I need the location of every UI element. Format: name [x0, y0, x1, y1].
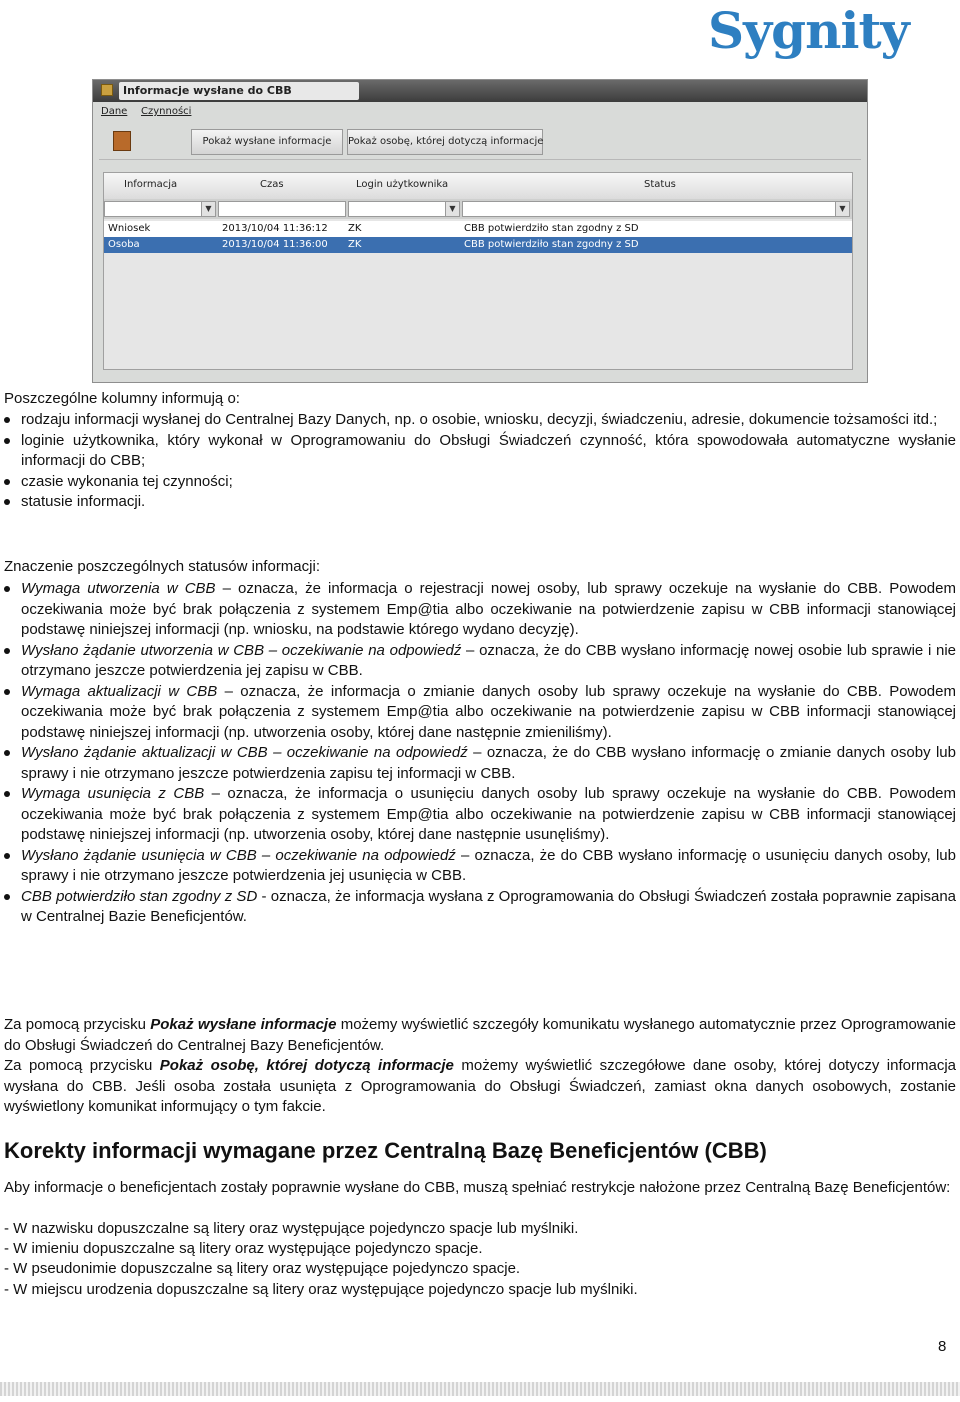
status-term: CBB potwierdziło stan zgodny z SD [21, 887, 258, 905]
col-czas[interactable]: Czas [260, 179, 284, 190]
window-icon [101, 84, 113, 96]
chevron-down-icon[interactable]: ▼ [445, 202, 459, 216]
filter-informacja[interactable] [104, 201, 216, 217]
bullet-icon [4, 894, 10, 900]
col-status[interactable]: Status [644, 179, 676, 190]
cell-login: ZK [348, 223, 362, 234]
bullet-icon [4, 648, 10, 654]
button-name: Pokaż osobę, której dotyczą informacje [159, 1057, 454, 1074]
bullet-icon [4, 750, 10, 756]
restriction-line: - W imieniu dopuszczalne są litery oraz występujące pojedynczo spacje. [4, 1240, 483, 1257]
chevron-down-icon[interactable]: ▼ [201, 202, 215, 216]
window-title: Informacje wysłane do CBB [119, 82, 359, 100]
columns-intro: Poszczególne kolumny informują o: [4, 390, 240, 407]
paragraph-prefix: Za pomocą przycisku [4, 1016, 151, 1033]
cell-time: 2013/10/04 11:36:00 [222, 239, 328, 250]
table-header [104, 173, 852, 200]
filter-status[interactable] [462, 201, 850, 217]
show-person-paragraph [4, 1056, 956, 1118]
section-heading: Korekty informacji wymagane przez Centralną Bazę Beneficjentów (CBB) [4, 1138, 767, 1163]
col-informacja[interactable]: Informacja [124, 179, 178, 190]
status-description: - oznacza, że informacja wysłana z Oprogramowania do Obsługi Świadczeń została poprawnie zapisana w Centralnej Bazie Beneficjentów. [21, 887, 956, 925]
bullet-icon [4, 438, 10, 444]
bullet-icon [4, 417, 10, 423]
status-description: – oznacza, że informacja o usunięciu danych osoby lub sprawy oczekuje na wysłanie do CBB. Powodem oczekiwania może być brak połączenia z systemem Emp@tia albo oczekiwanie na potwierdzenie zapisu w CBB informacji stanowiącej podstawę niniejszej informacji (np. utworzenia osoby, której dane następnie usunęliśmy). [21, 785, 956, 843]
page-number: 8 [938, 1338, 947, 1355]
list-item [0, 410, 956, 431]
cell-status: CBB potwierdziło stan zgodny z SD [464, 223, 639, 234]
restriction-line: - W pseudonimie dopuszczalne są litery oraz występujące pojedynczo spacje. [4, 1260, 521, 1277]
status-description: – oznacza, że informacja o zmianie danych osoby lub sprawy oczekuje na wysłanie do CBB. Powodem oczekiwania może być brak połączenia z systemem Emp@tia albo oczekiwanie na potwierdzenie zapisu w CBB informacji stanowiącej podstawę niniejszej informacji (np. utworzenia osoby, której dane następnie zmieniliśmy). [21, 682, 956, 741]
list-item [0, 431, 956, 472]
list-item [0, 846, 956, 887]
bullet-icon [4, 586, 10, 592]
list-item [0, 682, 956, 744]
list-item-text: statusie informacji. [21, 493, 146, 510]
paragraph-suffix: możemy wyświetlić szczegółowe dane osoby, której dotyczy informacja wysłana do CBB. Jeśli osoba została usunięta z Oprogramowania do Obsługi Świadczeń, zamiast okna danych osobowych, zostanie wyświetlony komunikat informujący o tym fakcie. [4, 1057, 956, 1115]
status-term: Wymaga utworzenia w CBB [21, 580, 216, 597]
status-description: – oznacza, że informacja o rejestracji nowej osoby, lub sprawy oczekuje na wysłanie do CBB. Powodem oczekiwania może być brak połączenia z systemem Emp@tia albo oczekiwanie na potwierdzenie zapisu w CBB informacji stanowiącej podstawę niniejszej informacji (np. wniosku, na podstawie którego wydano decyzję). [21, 580, 956, 638]
status-description: – oznacza, że do CBB wysłano informację o zmianie danych osoby lub sprawy i nie otrzymano jeszcze potwierdzenia zapisu tej informacji w CBB. [21, 744, 956, 782]
info-table [103, 172, 853, 370]
app-window-screenshot [92, 79, 868, 383]
menu-bar [93, 102, 867, 122]
list-item-text: rodzaju informacji wysłanej do Centralnej Bazy Danych, np. o osobie, wniosku, decyzji, świadczeniu, adresie, dokumencie tożsamości itd.; [21, 411, 938, 428]
filter-login[interactable] [348, 201, 460, 217]
cell-login: ZK [348, 239, 362, 250]
toolbar [99, 125, 861, 160]
footer-rule [0, 1382, 960, 1396]
paragraph-suffix: możemy wyświetlić szczegóły komunikatu wysłanego automatycznie przez Oprogramowanie do Obsługi Świadczeń do Centralnej Bazy Beneficjentów. [4, 1016, 956, 1054]
bullet-icon [4, 791, 10, 797]
sygnity-logo [708, 1, 909, 62]
list-item [0, 579, 956, 641]
list-item [0, 887, 956, 928]
list-item-text: czasie wykonania tej czynności; [21, 472, 233, 490]
restriction-line: - W miejscu urodzenia dopuszczalne są litery oraz występujące pojedynczo spacje lub myślniki. [4, 1281, 638, 1298]
menu-dane[interactable]: Dane [101, 106, 128, 117]
columns-list [0, 410, 956, 513]
filter-czas[interactable] [218, 201, 346, 217]
show-info-button[interactable]: Pokaż wysłane informacje [191, 129, 343, 155]
show-info-paragraph [4, 1015, 956, 1056]
list-item [0, 743, 956, 784]
menu-czynnosci[interactable]: Czynności [141, 106, 192, 117]
bullet-icon [4, 689, 10, 695]
list-item-text: loginie użytkownika, który wykonał w Oprogramowaniu do Obsługi Świadczeń czynność, która spowodowała automatyczne wysłanie informacji do CBB; [21, 431, 956, 469]
book-icon[interactable] [113, 131, 131, 151]
status-term: Wysłano żądanie aktualizacji w CBB – oczekiwanie na odpowiedź [21, 744, 468, 761]
cell-info: Wniosek [108, 223, 151, 234]
bullet-icon [4, 853, 10, 859]
status-term: Wymaga aktualizacji w CBB [21, 682, 218, 700]
cell-info: Osoba [108, 239, 140, 250]
table-row[interactable] [104, 237, 852, 253]
filter-row [104, 199, 852, 219]
paragraph-prefix: Za pomocą przycisku [4, 1057, 160, 1074]
list-item [0, 472, 956, 493]
window-titlebar [93, 80, 867, 102]
cell-time: 2013/10/04 11:36:12 [222, 223, 328, 234]
status-description: – oznacza, że do CBB wysłano informację o usunięciu danych osoby, lub sprawy i nie otrzymano jeszcze potwierdzenia jej usunięcia w CBB. [21, 846, 956, 884]
show-person-button[interactable]: Pokaż osobę, której dotyczą informacje [347, 129, 543, 155]
status-term: Wysłano żądanie utworzenia w CBB – oczekiwanie na odpowiedź [21, 641, 462, 659]
restrictions-intro: Aby informacje o beneficjentach zostały poprawnie wysłane do CBB, muszą spełniać restrykcje nałożone przez Centralną Bazę Beneficjentów: [4, 1179, 951, 1196]
status-description: – oznacza, że do CBB wysłano informację nowej osobie lub sprawie i nie otrzymano jeszcze potwierdzenia jej zapisu w CBB. [21, 641, 956, 679]
bullet-icon [4, 499, 10, 505]
list-item [0, 784, 956, 846]
cell-status: CBB potwierdziło stan zgodny z SD [464, 239, 639, 250]
col-login[interactable]: Login użytkownika [356, 179, 449, 190]
table-row[interactable] [104, 221, 852, 237]
list-item [0, 641, 956, 682]
status-term: Wysłano żądanie usunięcia w CBB – oczekiwanie na odpowiedź [21, 846, 456, 864]
restriction-line: - W nazwisku dopuszczalne są litery oraz występujące pojedynczo spacje lub myślniki. [4, 1220, 579, 1237]
bullet-icon [4, 479, 10, 485]
list-item [0, 492, 956, 513]
logo-text: Sygnity [708, 1, 909, 60]
statuses-list [0, 579, 956, 928]
chevron-down-icon[interactable]: ▼ [835, 202, 849, 216]
status-term: Wymaga usunięcia z CBB [21, 785, 205, 802]
statuses-intro: Znaczenie poszczególnych statusów informacji: [4, 558, 320, 575]
button-name: Pokaż wysłane informacje [150, 1016, 337, 1033]
